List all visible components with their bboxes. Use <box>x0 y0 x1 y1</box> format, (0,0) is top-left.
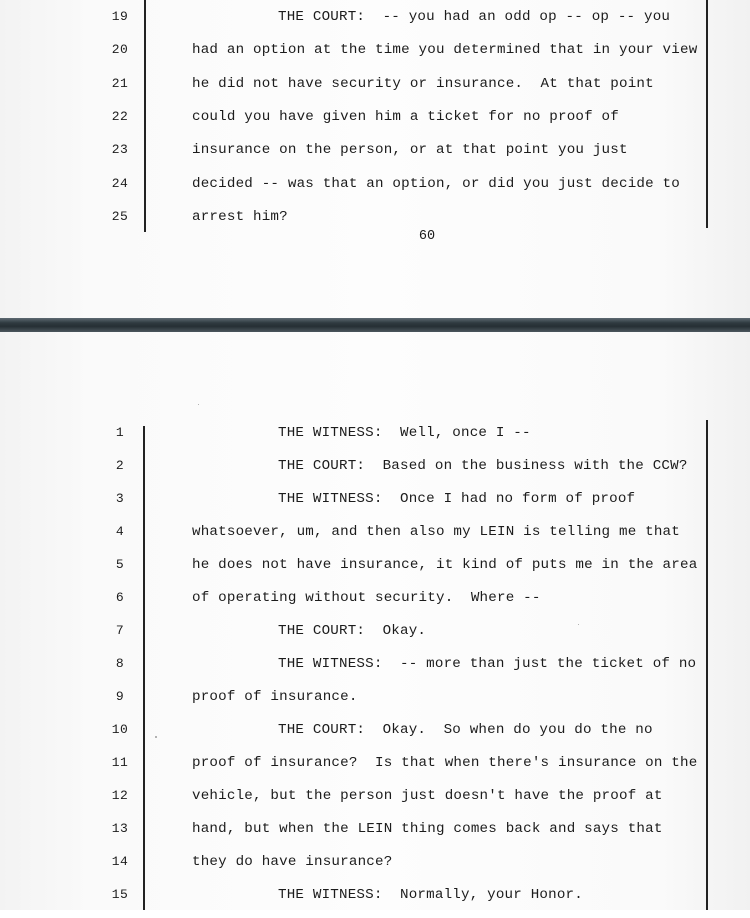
line-text: THE WITNESS: Once I had no form of proof <box>278 491 636 507</box>
line-number: 4 <box>115 524 125 539</box>
transcript-line <box>0 74 750 107</box>
line-number: 14 <box>111 854 129 869</box>
transcript-page-bottom <box>0 332 750 910</box>
line-number: 2 <box>115 458 125 473</box>
line-text: proof of insurance? Is that when there's insurance on the <box>192 755 698 771</box>
line-text: decided -- was that an option, or did you just decide to <box>192 175 680 192</box>
transcript-line <box>0 40 750 73</box>
line-number: 22 <box>111 108 129 124</box>
transcript-page-top <box>0 0 750 318</box>
line-text: THE COURT: Okay. So when do you do the no <box>278 722 653 738</box>
line-text: of operating without security. Where -- <box>192 590 541 606</box>
line-text: insurance on the person, or at that point you just <box>192 142 628 159</box>
line-number: 24 <box>111 175 129 191</box>
transcript-line <box>0 654 750 687</box>
transcript-line <box>0 852 750 885</box>
transcript-line <box>0 555 750 588</box>
page-number: 60 <box>418 229 436 244</box>
line-text: he does not have insurance, it kind of puts me in the area <box>192 557 698 573</box>
line-number: 13 <box>111 821 129 836</box>
transcript-line <box>0 687 750 720</box>
transcript-line <box>0 522 750 555</box>
line-number: 1 <box>115 425 125 440</box>
line-text: he did not have security or insurance. At that point <box>192 75 654 92</box>
line-text: THE WITNESS: -- more than just the ticket of no <box>278 656 697 672</box>
line-number: 10 <box>111 722 129 737</box>
line-number: 3 <box>115 491 125 506</box>
line-number: 8 <box>115 656 125 671</box>
transcript-line <box>0 423 750 456</box>
line-number: 21 <box>111 75 129 91</box>
transcript-line <box>0 819 750 852</box>
transcript-line <box>0 621 750 654</box>
line-number: 12 <box>111 788 129 803</box>
line-number: 15 <box>111 887 129 902</box>
line-text: whatsoever, um, and then also my LEIN is telling me that <box>192 524 680 540</box>
transcript-line <box>0 7 750 40</box>
transcript-line <box>0 588 750 621</box>
transcript-line <box>0 456 750 489</box>
transcript-line <box>0 140 750 173</box>
line-text: hand, but when the LEIN thing comes back and says that <box>192 821 663 837</box>
scan-speck <box>578 624 579 625</box>
transcript-line <box>0 720 750 753</box>
page-divider <box>0 318 750 332</box>
line-text: THE WITNESS: Normally, your Honor. <box>278 887 583 903</box>
transcript-line <box>0 174 750 207</box>
line-text: vehicle, but the person just doesn't have the proof at <box>192 788 663 804</box>
line-number: 7 <box>115 623 125 638</box>
line-number: 25 <box>111 208 129 224</box>
line-text: could you have given him a ticket for no proof of <box>192 108 619 125</box>
transcript-line <box>0 489 750 522</box>
line-text: proof of insurance. <box>192 689 358 705</box>
line-number: 6 <box>115 590 125 605</box>
transcript-line <box>0 207 750 240</box>
line-number: 23 <box>111 142 129 158</box>
scan-speck <box>155 736 157 738</box>
transcript-line <box>0 753 750 786</box>
line-number: 5 <box>115 557 125 572</box>
scan-speck <box>198 404 199 405</box>
line-text: THE COURT: Based on the business with the CCW? <box>278 458 688 474</box>
line-number: 9 <box>115 689 125 704</box>
line-text: arrest him? <box>192 208 288 225</box>
line-text: THE COURT: Okay. <box>278 623 427 639</box>
line-text: THE COURT: -- you had an odd op -- op -- you <box>278 9 671 25</box>
line-number: 20 <box>111 42 129 58</box>
transcript-line <box>0 107 750 140</box>
line-text: had an option at the time you determined that in your view <box>192 42 698 59</box>
transcript-line <box>0 786 750 819</box>
transcript-line <box>0 885 750 918</box>
line-text: they do have insurance? <box>192 854 393 870</box>
line-number: 19 <box>111 9 129 24</box>
line-text: THE WITNESS: Well, once I -- <box>278 425 531 441</box>
line-number: 11 <box>111 755 129 770</box>
